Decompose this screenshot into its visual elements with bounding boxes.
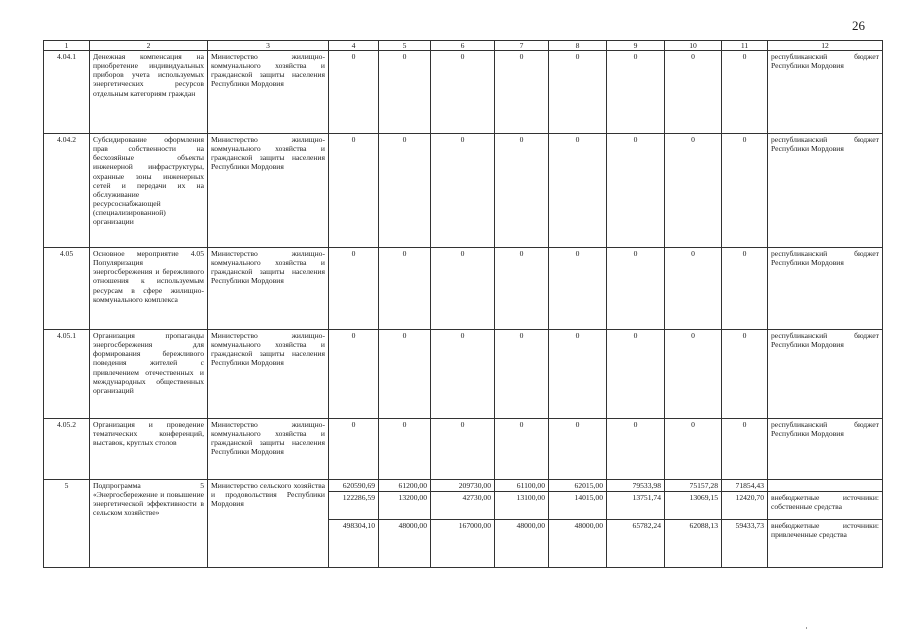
- header-cell: 8: [549, 41, 607, 51]
- table-cell: внебюджетные источники: собственные средства: [768, 492, 883, 520]
- table-cell: Министерство сельского хозяйства и продовольствия Республики Мордовия: [208, 480, 329, 568]
- table-cell: 0: [722, 330, 768, 419]
- table-cell: 498304,10: [329, 520, 379, 568]
- table-cell: 0: [495, 248, 549, 330]
- table-cell: 0: [665, 134, 722, 248]
- table-cell: 0: [549, 248, 607, 330]
- table-cell: 0: [431, 248, 495, 330]
- scan-mark: [806, 627, 807, 629]
- table-cell: 4.05.1: [44, 330, 90, 419]
- table-cell: 13751,74: [607, 492, 665, 520]
- table-cell: Организация пропаганды энергосбережения для формирования бережливого поведения жителей с привлечением отечественных и международных общественных организаций: [90, 330, 208, 419]
- table-cell: 13069,15: [665, 492, 722, 520]
- header-cell: 11: [722, 41, 768, 51]
- table-cell: 48000,00: [379, 520, 431, 568]
- table-cell: 65782,24: [607, 520, 665, 568]
- table-row: [44, 51, 883, 134]
- table-cell: 61200,00: [379, 480, 431, 492]
- table-cell: Основное мероприятие 4.05 Популяризация энергосбережения и бережливого отношения к используемым ресурсам в сфере жилищно-коммунального комплекса: [90, 248, 208, 330]
- table-cell: 0: [431, 51, 495, 134]
- table-cell: 0: [329, 248, 379, 330]
- table-cell: внебюджетные источники: привлеченные средства: [768, 520, 883, 568]
- table-cell: 0: [329, 330, 379, 419]
- table-cell: республиканский бюджет Республики Мордовия: [768, 248, 883, 330]
- table-cell: 0: [379, 248, 431, 330]
- header-cell: 1: [44, 41, 90, 51]
- table-cell: 0: [549, 51, 607, 134]
- table-cell: 0: [379, 51, 431, 134]
- table-cell: 12420,70: [722, 492, 768, 520]
- table-cell: 61100,00: [495, 480, 549, 492]
- header-cell: 5: [379, 41, 431, 51]
- table-cell: 0: [549, 419, 607, 480]
- table-cell: 62088,13: [665, 520, 722, 568]
- table-cell: 0: [607, 330, 665, 419]
- table-cell: 0: [607, 248, 665, 330]
- header-cell: 12: [768, 41, 883, 51]
- table-cell: 42730,00: [431, 492, 495, 520]
- header-row: [44, 41, 883, 51]
- table-cell: 5: [44, 480, 90, 568]
- table-cell: Министерство жилищно-коммунального хозяйства и гражданской защиты населения Республики Мордовия: [208, 248, 329, 330]
- table-cell: 122286,59: [329, 492, 379, 520]
- table-cell: 0: [607, 51, 665, 134]
- table-row: [44, 248, 883, 330]
- table-cell: 13200,00: [379, 492, 431, 520]
- table-cell: 0: [722, 134, 768, 248]
- table-cell: 167000,00: [431, 520, 495, 568]
- table-cell: республиканский бюджет Республики Мордовия: [768, 134, 883, 248]
- header-cell: 7: [495, 41, 549, 51]
- table-cell: Подпрограмма 5 «Энергосбережение и повышение энергетической эффективности в сельском хозяйстве»: [90, 480, 208, 568]
- table-cell: 0: [549, 330, 607, 419]
- table-cell: 14015,00: [549, 492, 607, 520]
- header-cell: 4: [329, 41, 379, 51]
- table-cell: Организация и проведение тематических конференций, выставок, круглых столов: [90, 419, 208, 480]
- table-cell: Министерство жилищно-коммунального хозяйства и гражданской защиты населения Республики Мордовия: [208, 419, 329, 480]
- table-cell: республиканский бюджет Республики Мордовия: [768, 419, 883, 480]
- table-cell: 0: [495, 51, 549, 134]
- table-cell: 620590,69: [329, 480, 379, 492]
- table-cell: 0: [379, 134, 431, 248]
- header-cell: 3: [208, 41, 329, 51]
- table-cell: 71854,43: [722, 480, 768, 492]
- table-cell: [768, 480, 883, 492]
- table-cell: 0: [495, 330, 549, 419]
- table-cell: 209730,00: [431, 480, 495, 492]
- table-cell: 0: [665, 51, 722, 134]
- header-cell: 9: [607, 41, 665, 51]
- table-row: [44, 134, 883, 248]
- table-cell: 4.05.2: [44, 419, 90, 480]
- table-row: [44, 419, 883, 480]
- table-cell: 0: [329, 419, 379, 480]
- table-cell: республиканский бюджет Республики Мордовия: [768, 51, 883, 134]
- table-cell: 0: [329, 134, 379, 248]
- table-cell: 13100,00: [495, 492, 549, 520]
- table-cell: 0: [431, 134, 495, 248]
- table-cell: 0: [431, 419, 495, 480]
- table-cell: 0: [495, 134, 549, 248]
- page-number: 26: [852, 18, 865, 33]
- table-cell: 0: [549, 134, 607, 248]
- table-cell: 0: [665, 248, 722, 330]
- table-cell: Министерство жилищно-коммунального хозяйства и гражданской защиты населения Республики Мордовия: [208, 330, 329, 419]
- table-cell: 0: [431, 330, 495, 419]
- table-cell: 59433,73: [722, 520, 768, 568]
- table-cell: 62015,00: [549, 480, 607, 492]
- table-cell: 0: [329, 51, 379, 134]
- header-cell: 10: [665, 41, 722, 51]
- table-cell: 0: [722, 419, 768, 480]
- table-cell: Министерство жилищно-коммунального хозяйства и гражданской защиты населения Республики Мордовия: [208, 134, 329, 248]
- table-cell: 0: [495, 419, 549, 480]
- table-cell: 0: [665, 330, 722, 419]
- table-cell: 4.04.1: [44, 51, 90, 134]
- table-cell: 48000,00: [549, 520, 607, 568]
- table-cell: республиканский бюджет Республики Мордовия: [768, 330, 883, 419]
- table-cell: Денежная компенсация на приобретение индивидуальных приборов учета используемых энергетических ресурсов отдельным категориям граждан: [90, 51, 208, 134]
- table-row: [44, 330, 883, 419]
- table-cell: Министерство жилищно-коммунального хозяйства и гражданской защиты населения Республики Мордовия: [208, 51, 329, 134]
- table-row: [44, 480, 883, 492]
- table-cell: 0: [665, 419, 722, 480]
- table-cell: 75157,28: [665, 480, 722, 492]
- table-cell: 79533,98: [607, 480, 665, 492]
- table-cell: Субсидирование оформления прав собственности на бесхозяйные объекты инженерной инфраструктуры, охранные зоны инженерных сетей и передачи их на обслуживание ресурсоснабжающей (специализированной) организации: [90, 134, 208, 248]
- table-cell: 0: [722, 248, 768, 330]
- header-cell: 2: [90, 41, 208, 51]
- table-cell: 0: [722, 51, 768, 134]
- table-cell: 0: [379, 330, 431, 419]
- table-cell: 0: [607, 419, 665, 480]
- table-cell: 4.04.2: [44, 134, 90, 248]
- table-cell: 0: [379, 419, 431, 480]
- budget-table: [43, 40, 883, 568]
- header-cell: 6: [431, 41, 495, 51]
- table-cell: 0: [607, 134, 665, 248]
- table-cell: 48000,00: [495, 520, 549, 568]
- table-cell: 4.05: [44, 248, 90, 330]
